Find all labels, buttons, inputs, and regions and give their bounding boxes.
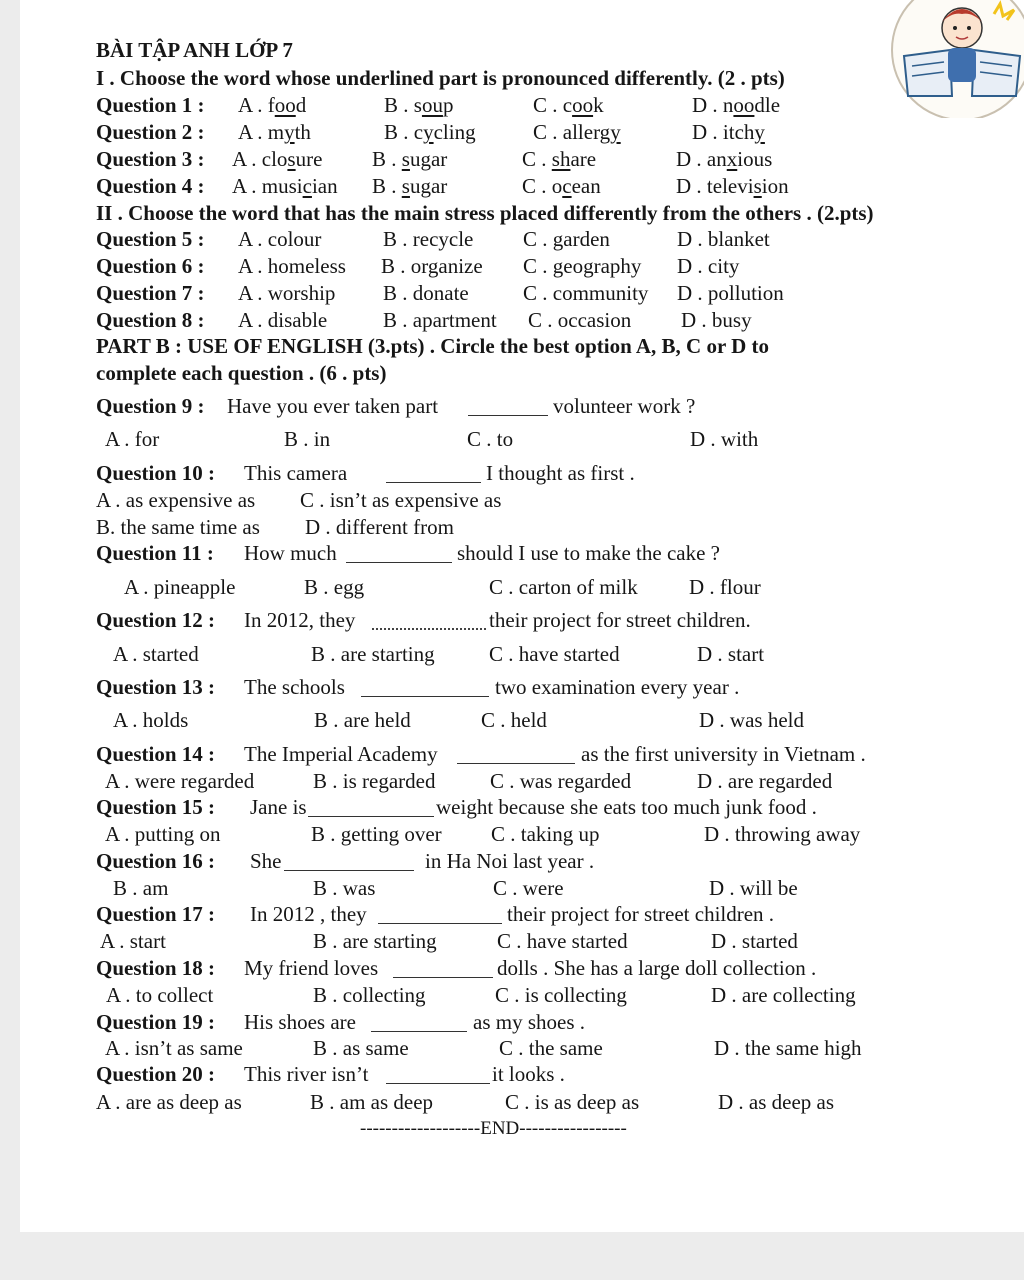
option-c[interactable]: C . is collecting [495,983,627,1007]
option-a[interactable]: B . am [113,876,169,900]
option-d[interactable]: D . are regarded [697,769,833,793]
option-b[interactable]: B . getting over [311,822,442,846]
option-a[interactable]: A . worship [238,281,336,305]
question-label: Question 18 : [96,956,216,980]
question-stem-end: weight because she eats too much junk food . [436,795,817,819]
option-b[interactable]: B . as same [313,1036,409,1060]
option-d[interactable]: D . started [711,929,798,953]
answer-blank[interactable] [284,870,414,871]
question-label: Question 14 : [96,742,216,766]
option-b[interactable]: B . apartment [383,308,497,332]
option-c[interactable]: C . have started [497,929,628,953]
option-a[interactable]: A . started [113,642,199,666]
question-label: Question 12 : [96,608,216,632]
option-c[interactable]: C . community [523,281,649,305]
option-d[interactable]: D . blanket [677,227,770,251]
answer-blank[interactable] [386,1083,490,1084]
answer-blank[interactable] [393,977,493,978]
question-stem: Jane is [250,795,307,819]
question-stem-end: as my shoes . [473,1010,585,1034]
option-a[interactable]: A . putting on [105,822,221,846]
partb-heading: PART B : USE OF ENGLISH (3.pts) . Circle the best option A, B, C or D to [96,334,770,358]
question-stem-end: in Ha Noi last year . [425,849,595,873]
option-b[interactable]: B . soup [384,93,454,117]
option-d[interactable]: D . busy [681,308,752,332]
option-d[interactable]: D . the same high [714,1036,862,1060]
option-d[interactable]: D . noodle [692,93,781,117]
question-stem-end: should I use to make the cake ? [457,541,720,565]
option-c[interactable]: C . garden [523,227,610,251]
option-a[interactable]: A . holds [113,708,189,732]
option-c[interactable]: C . were [493,876,564,900]
question-label: Question 5 : [96,227,205,251]
question-label: Question 2 : [96,120,205,144]
option-b[interactable]: B . sugar [372,147,448,171]
option-a[interactable]: A . myth [238,120,311,144]
answer-blank[interactable] [308,816,434,817]
question-label: Question 20 : [96,1062,216,1086]
question-stem: My friend loves [244,956,379,980]
option-d[interactable]: D . anxious [676,147,773,171]
option-c[interactable]: C . was regarded [490,769,632,793]
option-d[interactable]: D . pollution [677,281,784,305]
question-label: Question 8 : [96,308,205,332]
question-stem: His shoes are [244,1010,356,1034]
question-label: Question 1 : [96,93,205,117]
question-stem-end: their project for street children . [507,902,775,926]
option-a[interactable]: A . are as deep as [96,1090,242,1114]
option-a[interactable]: A . closure [232,147,323,171]
option-a[interactable]: A . to collect [106,983,214,1007]
option-b[interactable]: B . sugar [372,174,448,198]
option-a[interactable]: A . homeless [238,254,346,278]
option-c[interactable]: C . is as deep as [505,1090,640,1114]
question-stem-end: as the first university in Vietnam . [581,742,866,766]
answer-blank[interactable] [468,415,548,416]
option-c[interactable]: C . carton of milk [489,575,638,599]
question-label: Question 9 : [96,394,205,418]
option-c[interactable]: C . occasion [528,308,632,332]
option-d[interactable]: D . are collecting [711,983,856,1007]
option-d[interactable]: D . throwing away [704,822,861,846]
option-b[interactable]: B . am as deep [310,1090,434,1114]
section1-heading: I . Choose the word whose underlined part is pronounced differently. (2 . pts) [96,66,785,90]
option-d[interactable]: D . flour [689,575,761,599]
option-d[interactable]: D . will be [709,876,798,900]
option-c[interactable]: C . share [522,147,597,171]
question-stem-end: their project for street children. [489,608,751,632]
answer-blank[interactable] [386,482,481,483]
question-stem: In 2012 , they [250,902,367,926]
question-stem-end: volunteer work ? [553,394,696,418]
option-a[interactable]: A . colour [238,227,322,251]
question-label: Question 19 : [96,1010,216,1034]
option-d[interactable]: D . different from [305,515,454,539]
option-d[interactable]: D . was held [699,708,804,732]
question-label: Question 11 : [96,541,214,565]
option-c[interactable]: C . taking up [491,822,600,846]
option-c[interactable]: C . held [481,708,547,732]
question-label: Question 3 : [96,147,205,171]
option-d[interactable]: D . as deep as [718,1090,835,1114]
question-stem: In 2012, they [244,608,356,632]
question-stem: How much [244,541,337,565]
option-c[interactable]: C . ocean [522,174,601,198]
question-label: Question 17 : [96,902,216,926]
end-marker: -------------------END----------------- [360,1118,627,1139]
question-stem: This river isn’t [244,1062,369,1086]
option-d[interactable]: D . city [677,254,740,278]
option-b[interactable]: B . recycle [383,227,474,251]
option-a[interactable]: A . for [105,427,160,451]
answer-blank[interactable] [361,696,489,697]
option-c[interactable]: C . to [467,427,514,451]
option-b[interactable]: B . is regarded [313,769,436,793]
option-a[interactable]: A . isn’t as same [105,1036,243,1060]
option-b[interactable]: B. the same time as [96,515,260,539]
question-stem: She [250,849,282,873]
option-b[interactable]: B . in [284,427,331,451]
option-c[interactable]: C . have started [489,642,620,666]
option-c[interactable]: C . allergy [533,120,621,144]
option-b[interactable]: B . are held [314,708,411,732]
question-stem-end: I thought as first . [486,461,635,485]
option-a[interactable]: A . as expensive as [96,488,256,512]
option-c[interactable]: C . isn’t as expensive as [300,488,502,512]
option-d[interactable]: D . start [697,642,765,666]
option-a[interactable]: A . food [238,93,307,117]
option-c[interactable]: C . the same [499,1036,603,1060]
question-label: Question 15 : [96,795,216,819]
question-label: Question 6 : [96,254,205,278]
question-label: Question 16 : [96,849,216,873]
option-a[interactable]: A . pineapple [124,575,236,599]
question-label: Question 4 : [96,174,205,198]
answer-blank[interactable] [378,923,502,924]
answer-blank[interactable] [371,1031,467,1032]
option-b[interactable]: B . was [313,876,376,900]
question-stem: This camera [244,461,348,485]
option-c[interactable]: C . cook [533,93,604,117]
option-b[interactable]: B . are starting [313,929,437,953]
question-stem: Have you ever taken part [227,394,439,418]
option-a[interactable]: A . start [100,929,166,953]
question-stem-end: dolls . She has a large doll collection . [497,956,817,980]
cartoon-reader-icon [884,0,1024,118]
option-c[interactable]: C . geography [523,254,642,278]
option-d[interactable]: D . with [690,427,759,451]
option-d[interactable]: D . itchy [692,120,765,144]
answer-blank[interactable] [346,562,452,563]
partb-subheading: complete each question . (6 . pts) [96,361,387,385]
option-b[interactable]: B . donate [383,281,469,305]
question-stem: The Imperial Academy [244,742,438,766]
option-a[interactable]: A . musician [232,174,338,198]
option-d[interactable]: D . television [676,174,789,198]
question-stem: The schools [244,675,345,699]
page-title: BÀI TẬP ANH LỚP 7 [96,38,293,62]
section2-heading: II . Choose the word that has the main stress placed differently from the others . (2.pts) [96,201,874,225]
option-b[interactable]: B . egg [304,575,365,599]
answer-blank[interactable] [372,628,486,630]
option-b[interactable]: B . organize [381,254,483,278]
option-a[interactable]: A . were regarded [105,769,255,793]
option-b[interactable]: B . cycling [384,120,476,144]
question-label: Question 10 : [96,461,216,485]
question-label: Question 7 : [96,281,205,305]
option-a[interactable]: A . disable [238,308,328,332]
question-label: Question 13 : [96,675,216,699]
option-b[interactable]: B . are starting [311,642,435,666]
option-b[interactable]: B . collecting [313,983,426,1007]
answer-blank[interactable] [457,763,575,764]
question-stem-end: two examination every year . [495,675,740,699]
question-stem-end: it looks . [492,1062,565,1086]
